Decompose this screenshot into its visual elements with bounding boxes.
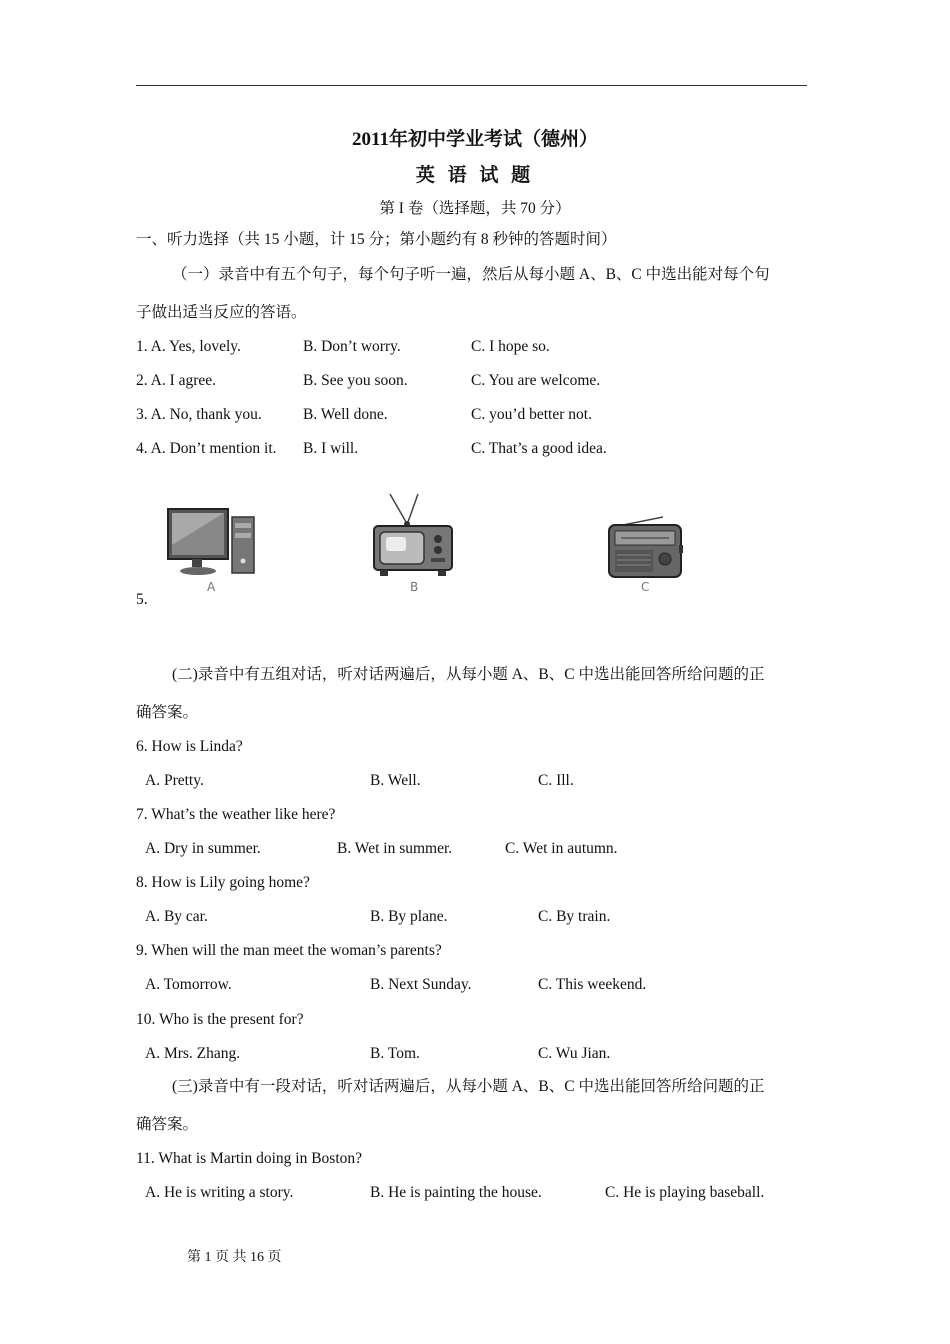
q3-option-c: C. you’d better not. <box>471 406 592 423</box>
page-footer: 第 1 页 共 16 页 <box>187 1250 282 1265</box>
computer-icon <box>160 505 260 581</box>
q10-option-c: C. Wu Jian. <box>538 1045 611 1062</box>
q9-question: 9. When will the man meet the woman’s parents? <box>136 942 442 959</box>
q4-option-a: 4. A. Don’t mention it. <box>136 440 277 457</box>
q1-option-a: 1. A. Yes, lovely. <box>136 338 241 355</box>
header-rule <box>136 85 807 86</box>
q11-question: 11. What is Martin doing in Boston? <box>136 1150 363 1167</box>
picture-label-a: A <box>207 580 216 594</box>
q2-option-c: C. You are welcome. <box>471 372 601 389</box>
part2-instruction: (二)录音中有五组对话，听对话两遍后，从每小题 A、B、C 中选出能回答所给问题的正 <box>172 666 765 683</box>
q10-option-b: B. Tom. <box>370 1045 420 1062</box>
q11-option-c: C. He is playing baseball. <box>605 1184 765 1201</box>
q1-option-c: C. I hope so. <box>471 338 550 355</box>
picture-label-c: C <box>641 580 650 594</box>
q4-option-b: B. I will. <box>303 440 359 457</box>
q8-option-c: C. By train. <box>538 908 611 925</box>
q10-option-a: A. Mrs. Zhang. <box>145 1045 241 1062</box>
q9-option-c: C. This weekend. <box>538 976 647 993</box>
part1-instruction: （一）录音中有五个句子，每个句子听一遍，然后从每小题 A、B、C 中选出能对每个句 <box>172 266 770 283</box>
q6-option-c: C. Ill. <box>538 772 574 789</box>
q5-number: 5. <box>136 591 148 608</box>
q2-option-a: 2. A. I agree. <box>136 372 217 389</box>
q8-option-a: A. By car. <box>145 908 208 925</box>
radio-icon <box>603 515 687 581</box>
exam-title: 2011年初中学业考试（德州） <box>352 129 598 150</box>
q7-option-b: B. Wet in summer. <box>337 840 453 857</box>
picture-label-b: B <box>410 580 419 594</box>
q1-option-b: B. Don’t worry. <box>303 338 401 355</box>
q7-question: 7. What’s the weather like here? <box>136 806 336 823</box>
part2-instruction-cont: 确答案。 <box>136 704 199 721</box>
part3-instruction: (三)录音中有一段对话，听对话两遍后，从每小题 A、B、C 中选出能回答所给问题的正 <box>172 1078 765 1095</box>
q9-option-b: B. Next Sunday. <box>370 976 472 993</box>
television-icon <box>368 492 458 580</box>
part1-instruction-cont: 子做出适当反应的答语。 <box>136 304 307 321</box>
q8-option-b: B. By plane. <box>370 908 448 925</box>
q11-option-a: A. He is writing a story. <box>145 1184 294 1201</box>
q3-option-b: B. Well done. <box>303 406 388 423</box>
q3-option-a: 3. A. No, thank you. <box>136 406 262 423</box>
section-heading: 一、听力选择（共 15 小题，计 15 分；第小题约有 8 秒钟的答题时间） <box>136 231 617 248</box>
q2-option-b: B. See you soon. <box>303 372 408 389</box>
q7-option-c: C. Wet in autumn. <box>505 840 618 857</box>
exam-subtitle: 英 语 试 题 <box>415 165 535 186</box>
q6-option-b: B. Well. <box>370 772 421 789</box>
volume-heading: 第 I 卷（选择题，共 70 分） <box>379 200 571 217</box>
q4-option-c: C. That’s a good idea. <box>471 440 607 457</box>
q7-option-a: A. Dry in summer. <box>145 840 261 857</box>
q10-question: 10. Who is the present for? <box>136 1011 304 1028</box>
q6-question: 6. How is Linda? <box>136 738 243 755</box>
part3-instruction-cont: 确答案。 <box>136 1116 199 1133</box>
q11-option-b: B. He is painting the house. <box>370 1184 542 1201</box>
q9-option-a: A. Tomorrow. <box>145 976 232 993</box>
q6-option-a: A. Pretty. <box>145 772 204 789</box>
q8-question: 8. How is Lily going home? <box>136 874 310 891</box>
